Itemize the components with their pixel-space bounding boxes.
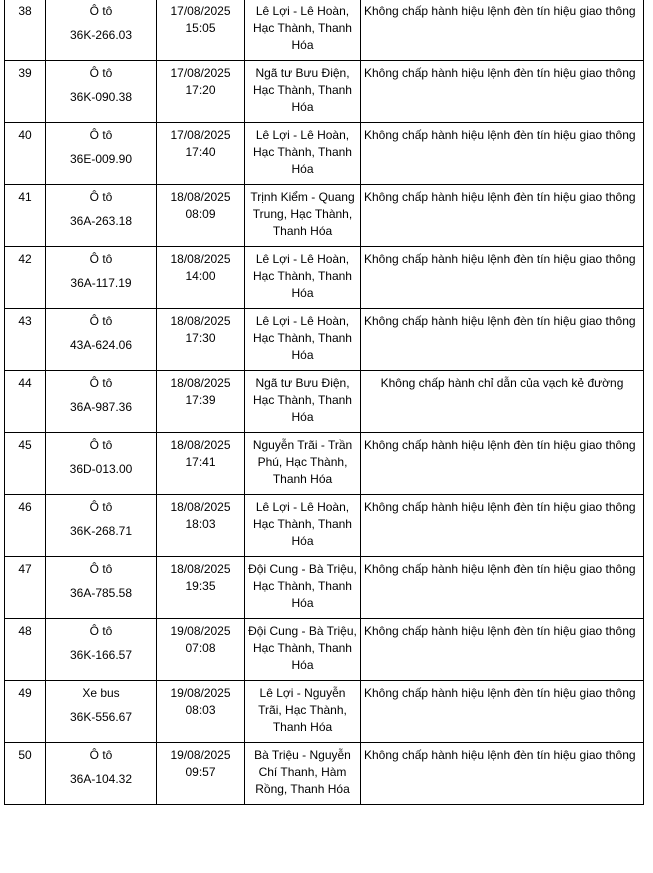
violation-cell: Không chấp hành hiệu lệnh đèn tín hiệu giao thông — [361, 123, 644, 185]
table-row — [5, 185, 644, 247]
datetime-cell — [157, 61, 245, 123]
datetime-cell — [157, 681, 245, 743]
vehicle-cell — [46, 123, 157, 185]
violation-time: 07:08 — [185, 641, 216, 655]
location-cell: Đội Cung - Bà Triệu, Hạc Thành, Thanh Hóa — [245, 557, 361, 619]
license-plate: 36D-013.00 — [69, 462, 133, 476]
table-row — [5, 433, 644, 495]
vehicle-type: Ô tô — [89, 66, 113, 80]
violation-time: 17:39 — [185, 393, 216, 407]
violation-time: 08:03 — [185, 703, 216, 717]
row-number: 38 — [5, 0, 46, 61]
vehicle-cell — [46, 495, 157, 557]
datetime-cell — [157, 619, 245, 681]
violation-date: 19/08/2025 — [170, 624, 231, 638]
table-row — [5, 123, 644, 185]
violation-time: 15:05 — [185, 21, 216, 35]
location-cell: Trịnh Kiểm - Quang Trung, Hạc Thành, Thanh Hóa — [245, 185, 361, 247]
datetime-cell — [157, 371, 245, 433]
vehicle-type: Ô tô — [89, 500, 113, 514]
license-plate: 36A-117.19 — [70, 276, 132, 290]
violation-time: 14:00 — [185, 269, 216, 283]
vehicle-cell — [46, 681, 157, 743]
vehicle-cell — [46, 433, 157, 495]
location-cell: Ngã tư Bưu Điện, Hạc Thành, Thanh Hóa — [245, 61, 361, 123]
vehicle-cell — [46, 309, 157, 371]
row-number: 39 — [5, 61, 46, 123]
violation-date: 18/08/2025 — [170, 314, 231, 328]
vehicle-cell — [46, 619, 157, 681]
location-cell: Đội Cung - Bà Triệu, Hạc Thành, Thanh Hóa — [245, 619, 361, 681]
license-plate: 43A-624.06 — [69, 338, 133, 352]
license-plate: 36K-556.67 — [69, 710, 133, 724]
location-cell: Lê Lợi - Lê Hoàn, Hạc Thành, Thanh Hóa — [245, 247, 361, 309]
violation-cell: Không chấp hành chỉ dẫn của vạch kẻ đường — [361, 371, 644, 433]
violation-cell: Không chấp hành hiệu lệnh đèn tín hiệu giao thông — [361, 61, 644, 123]
license-plate: 36K-266.03 — [69, 28, 133, 42]
row-number: 47 — [5, 557, 46, 619]
datetime-cell — [157, 185, 245, 247]
violation-cell: Không chấp hành hiệu lệnh đèn tín hiệu giao thông — [361, 619, 644, 681]
vehicle-type: Ô tô — [89, 748, 113, 762]
violation-cell: Không chấp hành hiệu lệnh đèn tín hiệu giao thông — [361, 495, 644, 557]
location-cell: Bà Triệu - Nguyễn Chí Thanh, Hàm Rồng, Thanh Hóa — [245, 743, 361, 805]
row-number: 49 — [5, 681, 46, 743]
vehicle-type: Ô tô — [89, 314, 113, 328]
vehicle-cell — [46, 61, 157, 123]
violation-date: 18/08/2025 — [170, 190, 231, 204]
violation-date: 18/08/2025 — [170, 376, 231, 390]
violation-date: 18/08/2025 — [170, 500, 231, 514]
violations-table — [4, 0, 644, 805]
violation-date: 19/08/2025 — [170, 748, 231, 762]
row-number: 48 — [5, 619, 46, 681]
violation-cell: Không chấp hành hiệu lệnh đèn tín hiệu giao thông — [361, 0, 644, 61]
datetime-cell — [157, 495, 245, 557]
license-plate: 36K-268.71 — [69, 524, 133, 538]
location-cell: Lê Lợi - Lê Hoàn, Hạc Thành, Thanh Hóa — [245, 495, 361, 557]
table-row — [5, 0, 644, 61]
license-plate: 36K-090.38 — [69, 90, 133, 104]
violations-table-body — [5, 0, 644, 805]
violation-time: 08:09 — [185, 207, 216, 221]
license-plate: 36K-166.57 — [69, 648, 133, 662]
row-number: 40 — [5, 123, 46, 185]
vehicle-cell — [46, 371, 157, 433]
violation-date: 17/08/2025 — [170, 4, 231, 18]
vehicle-cell — [46, 743, 157, 805]
row-number: 50 — [5, 743, 46, 805]
datetime-cell — [157, 743, 245, 805]
table-row — [5, 309, 644, 371]
location-cell: Ngã tư Bưu Điện, Hạc Thành, Thanh Hóa — [245, 371, 361, 433]
row-number: 42 — [5, 247, 46, 309]
violation-time: 17:30 — [185, 331, 216, 345]
row-number: 44 — [5, 371, 46, 433]
datetime-cell — [157, 433, 245, 495]
violation-cell: Không chấp hành hiệu lệnh đèn tín hiệu giao thông — [361, 743, 644, 805]
row-number: 46 — [5, 495, 46, 557]
vehicle-type: Ô tô — [89, 128, 113, 142]
vehicle-type: Ô tô — [89, 190, 113, 204]
vehicle-type: Ô tô — [89, 438, 113, 452]
row-number: 45 — [5, 433, 46, 495]
vehicle-type: Ô tô — [89, 624, 113, 638]
datetime-cell — [157, 123, 245, 185]
violation-time: 09:57 — [185, 765, 216, 779]
violation-time: 19:35 — [185, 579, 216, 593]
datetime-cell — [157, 0, 245, 61]
location-cell: Nguyễn Trãi - Trần Phú, Hạc Thành, Thanh Hóa — [245, 433, 361, 495]
violation-time: 17:20 — [185, 83, 216, 97]
location-cell: Lê Lợi - Lê Hoàn, Hạc Thành, Thanh Hóa — [245, 123, 361, 185]
vehicle-type: Xe bus — [82, 686, 120, 700]
violation-cell: Không chấp hành hiệu lệnh đèn tín hiệu giao thông — [361, 309, 644, 371]
violation-time: 17:41 — [185, 455, 216, 469]
row-number: 43 — [5, 309, 46, 371]
violation-time: 17:40 — [185, 145, 216, 159]
violation-cell: Không chấp hành hiệu lệnh đèn tín hiệu giao thông — [361, 433, 644, 495]
violation-date: 17/08/2025 — [170, 128, 231, 142]
license-plate: 36E-009.90 — [69, 152, 133, 166]
location-cell: Lê Lợi - Lê Hoàn, Hạc Thành, Thanh Hóa — [245, 309, 361, 371]
table-row — [5, 371, 644, 433]
vehicle-type: Ô tô — [89, 562, 113, 576]
violation-date: 18/08/2025 — [170, 562, 231, 576]
row-number: 41 — [5, 185, 46, 247]
table-row — [5, 557, 644, 619]
location-cell: Lê Lợi - Nguyễn Trãi, Hạc Thành, Thanh Hóa — [245, 681, 361, 743]
table-row — [5, 743, 644, 805]
violation-date: 19/08/2025 — [170, 686, 231, 700]
license-plate: 36A-785.58 — [69, 586, 133, 600]
violation-date: 17/08/2025 — [170, 66, 231, 80]
table-row — [5, 619, 644, 681]
violation-cell: Không chấp hành hiệu lệnh đèn tín hiệu giao thông — [361, 557, 644, 619]
datetime-cell — [157, 557, 245, 619]
table-row — [5, 61, 644, 123]
license-plate: 36A-104.32 — [69, 772, 133, 786]
table-row — [5, 681, 644, 743]
table-row — [5, 495, 644, 557]
license-plate: 36A-263.18 — [69, 214, 133, 228]
violation-cell: Không chấp hành hiệu lệnh đèn tín hiệu giao thông — [361, 185, 644, 247]
table-row — [5, 247, 644, 309]
datetime-cell — [157, 247, 245, 309]
violation-cell: Không chấp hành hiệu lệnh đèn tín hiệu giao thông — [361, 247, 644, 309]
violation-date: 18/08/2025 — [170, 252, 231, 266]
vehicle-cell — [46, 247, 157, 309]
vehicle-type: Ô tô — [89, 252, 113, 266]
vehicle-cell — [46, 185, 157, 247]
vehicle-type: Ô tô — [89, 4, 113, 18]
vehicle-type: Ô tô — [89, 376, 113, 390]
license-plate: 36A-987.36 — [69, 400, 133, 414]
violation-cell: Không chấp hành hiệu lệnh đèn tín hiệu giao thông — [361, 681, 644, 743]
location-cell: Lê Lợi - Lê Hoàn, Hạc Thành, Thanh Hóa — [245, 0, 361, 61]
violation-date: 18/08/2025 — [170, 438, 231, 452]
vehicle-cell — [46, 557, 157, 619]
datetime-cell — [157, 309, 245, 371]
vehicle-cell — [46, 0, 157, 61]
violation-time: 18:03 — [185, 517, 216, 531]
